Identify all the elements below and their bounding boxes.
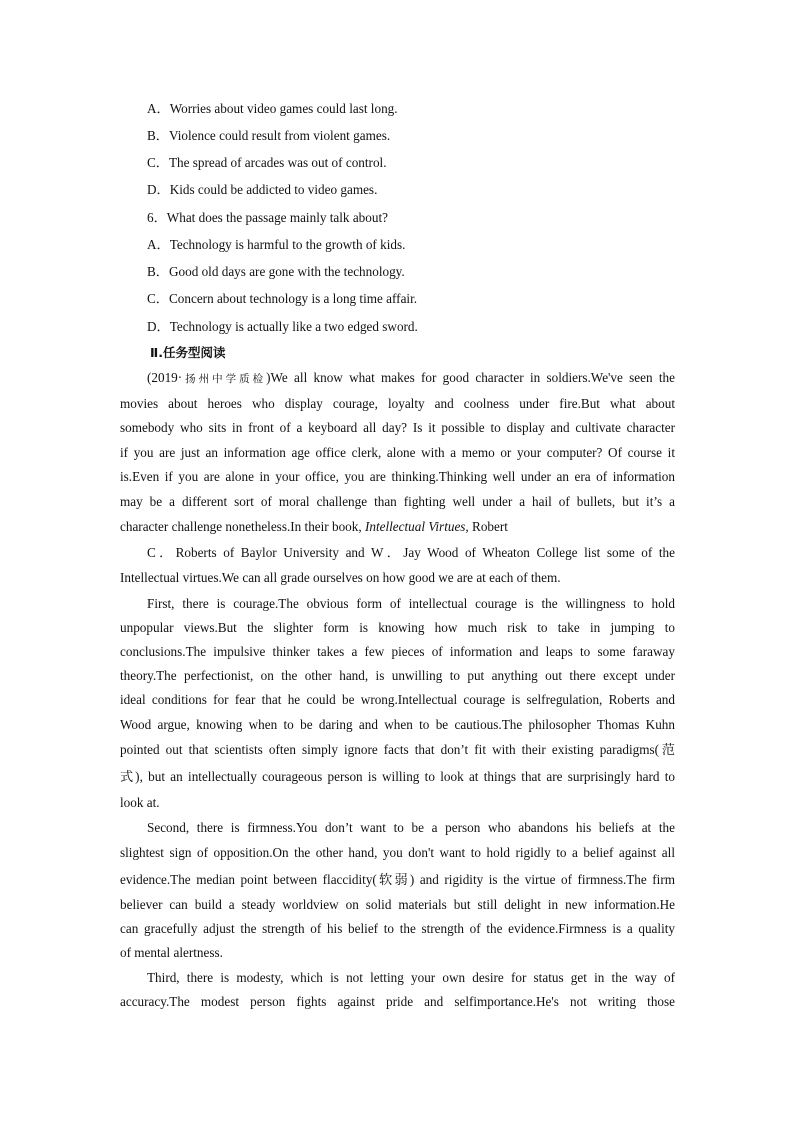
q6-option-d: D．Technology is actually like a two edged sword. — [147, 319, 418, 334]
q5-option-b: B．Violence could result from violent games. — [147, 128, 391, 143]
passage-line: Second, there is firmness.You don’t want to be a person who abandons his beliefs at the — [147, 820, 675, 835]
book-title: Intellectual Virtues, — [364, 519, 469, 534]
passage-line: 式), but an intellectually courageous person is willing to look at things that are surprisingly hard to — [120, 769, 675, 784]
q6-option-c: C．Concern about technology is a long time affair. — [147, 291, 418, 306]
section-heading: Ⅱ.任务型阅读 — [150, 345, 226, 360]
intro-text: )We all know what makes for good character in soldiers.We've seen the — [266, 370, 675, 385]
passage-line: unpopular views.But the slighter form is knowing how much risk to take in jumping to — [120, 620, 675, 635]
passage-line: Intellectual virtues.We can all grade ourselves on how good we are at each of them. — [120, 570, 561, 585]
passage-line: somebody who sits in front of a keyboard all day? Is it possible to display and cultivate character — [120, 420, 675, 435]
q6-option-b: B．Good old days are gone with the technology. — [147, 264, 405, 279]
passage-line: is.Even if you are alone in your office, you are thinking.Thinking well under an era of information — [120, 469, 675, 484]
q6-stem: 6．What does the passage mainly talk about? — [147, 210, 388, 225]
passage-line: C．Roberts of Baylor University and W．Jay Wood of Wheaton College list some of the — [147, 545, 675, 560]
passage-intro-line — [147, 371, 675, 385]
passage-line: pointed out that scientists often simply ignore facts that don’t fit with their existing paradigms(范 — [120, 742, 675, 757]
passage-line: may be a different sort of moral challenge than fighting well under a hail of bullets, but it’s a — [120, 494, 675, 509]
q5-option-a: A．Worries about video games could last long. — [147, 101, 398, 116]
book-line-text: character challenge nonetheless.In their book, — [120, 519, 365, 534]
passage-line: First, there is courage.The obvious form of intellectual courage is the willingness to hold — [147, 596, 675, 611]
passage-line: look at. — [120, 795, 160, 810]
q6-option-a: A．Technology is harmful to the growth of kids. — [147, 237, 406, 252]
passage-line: believer can build a steady worldview on solid materials but still delight in new information.He — [120, 897, 675, 912]
passage-line: of mental alertness. — [120, 945, 223, 960]
passage-line: if you are just an information age office clerk, alone with a memo or your computer? Of course it — [120, 445, 675, 460]
q5-option-c: C．The spread of arcades was out of control. — [147, 155, 387, 170]
passage-line: movies about heroes who display courage, loyalty and coolness under fire.But what about — [120, 396, 675, 411]
book-line-author: Robert — [468, 519, 508, 534]
passage-line: conclusions.The impulsive thinker takes a few pieces of information and leaps to some faraway — [120, 644, 675, 659]
passage-book-line — [120, 520, 675, 533]
passage-line: evidence.The median point between flaccidity(软弱) and rigidity is the virtue of firmness.The firm — [120, 872, 675, 887]
passage-line: ideal conditions for fear that he could be wrong.Intellectual courage is selfregulation, Roberts and — [120, 692, 675, 707]
passage-line: Wood argue, knowing when to be daring and when to be cautious.The philosopher Thomas Kuhn — [120, 717, 675, 732]
passage-line: slightest sign of opposition.On the other hand, you don't want to hold rigidly to a belief against all — [120, 845, 675, 860]
q5-option-d: D．Kids could be addicted to video games. — [147, 182, 378, 197]
passage-line: Third, there is modesty, which is not letting your own desire for status get in the way of — [147, 970, 675, 985]
source-year: (2019· — [147, 370, 183, 385]
passage-line: theory.The perfectionist, on the other hand, is unwilling to put anything out there except under — [120, 668, 675, 683]
source-label: 扬州中学质检 — [182, 373, 267, 385]
passage-line: accuracy.The modest person fights against pride and selfimportance.He's not writing those — [120, 994, 675, 1009]
passage-line: can gracefully adjust the strength of his belief to the strength of the evidence.Firmness is a quality — [120, 921, 675, 936]
